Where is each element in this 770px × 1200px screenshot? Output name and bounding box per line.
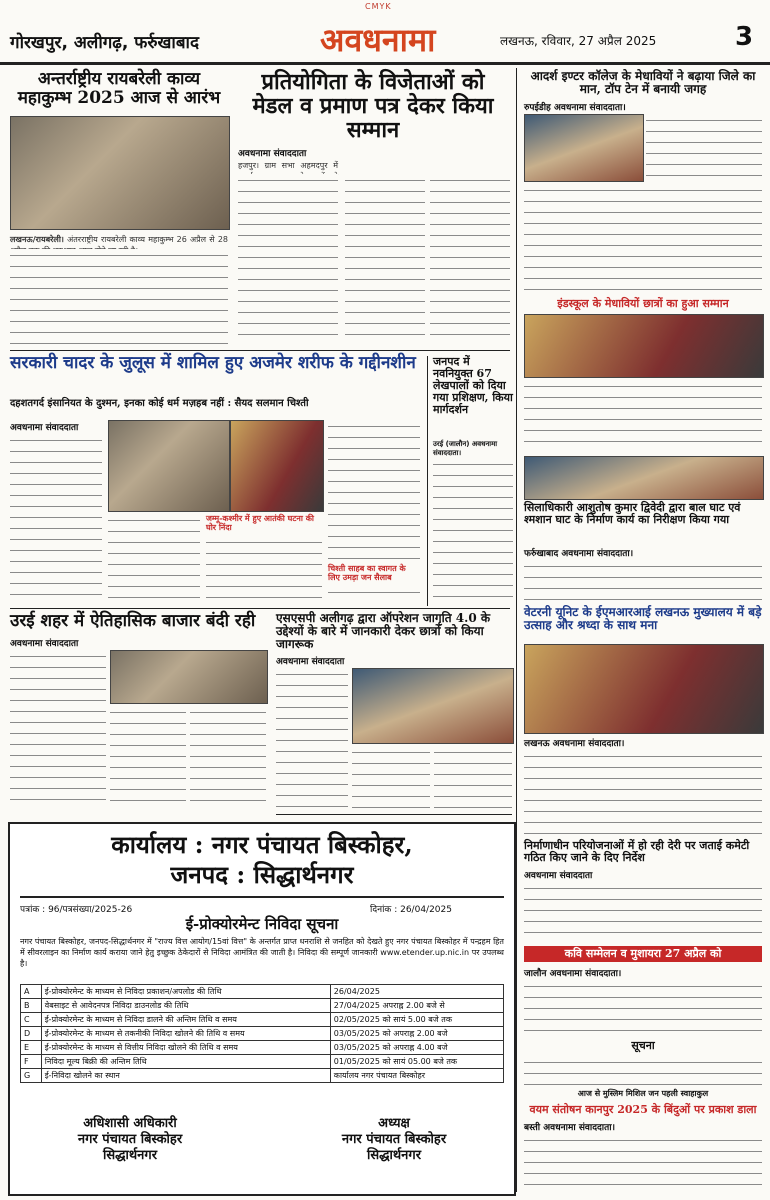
tender-row-value: 03/05/2025 को अपराह्न 2.00 बजे [330,1027,503,1041]
tender-row-value: 01/05/2025 को सायं 05.00 बजे तक [330,1055,503,1069]
page-number: 3 [735,22,754,52]
market-byline: अवधनामा संवाददाता [10,639,79,649]
veteran-photo [524,644,764,734]
kavi-byline: जालौन अवधनामा संवाददाता। [524,969,622,979]
students-photo [524,314,764,378]
census-body [433,458,513,604]
vayam-body [524,1134,762,1192]
college-headline: आदर्श इण्टर कॉलेज के मेधावियों ने बढ़ाया जिले का मान, टॉप टेन में बनायी जगह [530,69,756,97]
tender-row-item: ई-प्रोक्योरमेन्ट के माध्यम से निविदा डालने की अन्तिम तिथि व समय [41,1013,330,1027]
tender-patrank: पत्रांक : 96/पत्रसंख्या/2025-26 [20,905,133,915]
procession-subheadline: दहशतगर्द इंसानियत के दुश्मन, इनका कोई धर्म मज़हब नहीं : सैयद सलमान चिश्ती [10,398,309,409]
tender-notice [8,822,516,1196]
silighat-headline: सिलाधिकारी आशुतोष कुमार द्विवेदी द्वारा बाल घाट एवं श्मशान घाट के निर्माण कार्य का निरीक्षण किया गया [524,501,741,527]
tender-table [20,984,504,1083]
sig-left-title: अधिशासी अधिकारी [83,1116,177,1131]
tender-dinank: दिनांक : 26/04/2025 [370,905,452,915]
tender-row-sn: E [21,1041,42,1055]
kavi-body [524,980,762,1036]
ssp-headline: एसएसपी अलीगढ़ द्वारा ऑपरेशन जागृति 4.0 के उद्देश्यों के बारे में जानकारी देकर छात्रों को किया जागरूक [276,611,491,652]
ssp-photo [352,668,514,744]
construction-headline: निर्माणाधीन परियोजनाओं में हो रही देरी पर जताई कमेटी गठित किए जाने के दिए निर्देश [524,839,750,865]
procession-body-col4b [328,586,420,602]
tender-table-row [21,985,504,999]
tender-district: जनपद : सिद्धार्थनगर [170,860,354,889]
column-divider-2 [427,356,428,606]
kumbh-body [10,249,228,345]
veteran-body [524,750,762,834]
procession-body-col3 [206,536,322,602]
tender-row-item: वेबसाइट से आवेदनपत्र निविदा डाउनलोड की तिथि [41,999,330,1013]
silighat-byline: फर्रुखाबाद अवधनामा संवाददाता। [524,549,634,559]
procession-byline: अवधनामा संवाददाता [10,423,79,433]
construction-body [524,882,762,940]
sig-right-place: सिद्धार्थनगर [366,1148,422,1163]
tender-row-sn: G [21,1069,42,1083]
section-rule-2 [10,608,510,609]
kumbh-headline: अन्तर्राष्ट्रीय रायबरेली काव्य महाकुम्भ 2025 आज से आरंभ [17,69,221,108]
procession-callout: जम्मू-कश्मीर में हुए आतंकी घटना की घोर निंदा [206,513,314,532]
tender-row-value: 27/04/2025 अपराह्न 2.00 बजे से [330,999,503,1013]
tender-row-item: ई-प्रोक्योरमेन्ट के माध्यम से तकनीकी निविदा खोलने की तिथि व समय [41,1027,330,1041]
tender-row-sn: C [21,1013,42,1027]
tender-row-item: ई-निविदा खोलने का स्थान [41,1069,330,1083]
newspaper-logo: अवधनामा [320,21,436,59]
tender-row-sn: A [21,985,42,999]
market-body-col1 [10,650,106,810]
suchna-footer: आज से मुस्लिम मिशिल जन पहली स्वाहाकुल [577,1089,709,1098]
sig-right-title: अध्यक्ष [378,1116,410,1131]
tender-body: नगर पंचायत बिस्कोहर, जनपद-सिद्धार्थनगर में "राज्य वित्त आयोग/15वां वित्त" के अन्तर्गत प्राप्त धनराशि से जनहित को देखते हुए नगर पंचायत बिस्कोहर में पन्द्रहम हित में सीवरलाइन का निर्माण कार्य कराया जाने हेतु इच्छुक ठेकेदारों से निविदा आमंत्रित की जाती है। निविदा की सम्पूर्ण जानकारी www.etender.up.nic.in पर उपलब्ध है। [20,937,504,968]
tender-table-row [21,1069,504,1083]
college-body-top [646,114,762,180]
silighat-photo [524,456,764,500]
students-body [524,380,762,450]
ssp-body-col1 [276,668,348,810]
sig-right-org: नगर पंचायत बिस्कोहर [341,1132,447,1147]
silighat-body [524,560,762,602]
tender-signature-left [20,1116,240,1164]
tender-row-item: ई-प्रोक्योरमेन्ट के माध्यम से निविदा प्रकाशन/अपलोड की तिथि [41,985,330,999]
kumbh-lead-text: अंतरराष्ट्रीय रायबरेली काव्य महाकुम्भ 26 अप्रैल से 28 [67,235,228,244]
tender-table-row [21,1055,504,1069]
tender-row-item: निविदा मूल्य बिक्री की अन्तिम तिथि [41,1055,330,1069]
tender-office: कार्यालय : नगर पंचायत बिस्कोहर, [111,830,413,859]
tender-row-sn: B [21,999,42,1013]
medal-body-col1 [238,174,338,339]
procession-body-col4 [328,420,420,560]
medal-body-col3 [430,174,510,339]
vayam-headline: वयम संतोषन कानपुर 2025 के बिंदुओं पर प्रकाश डाला [529,1103,757,1116]
tender-row-item: ई-प्रोक्योरमेन्ट के माध्यम से वित्तीय निविदा खोलने की तिथि व समय [41,1041,330,1055]
tender-row-sn: D [21,1027,42,1041]
tender-row-value: कार्यालय नगर पंचायत बिस्कोहर [330,1069,503,1083]
veteran-headline: वेटरनी यूनिट के ईएमआरआई लखनऊ मुख्यालय में बड़े उत्साह और श्रध्दा के साथ मना [524,605,762,633]
cmyk-marker: CMYK [365,2,392,11]
sig-left-place: सिद्धार्थनगर [102,1148,158,1163]
tender-signature-right [284,1116,504,1164]
construction-byline: अवधनामा संवाददाता [524,871,593,881]
medal-body-col2 [345,174,425,339]
market-body-col3 [190,706,266,810]
market-body-col2 [110,706,186,810]
section-rule [10,350,510,351]
medal-byline: अवधनामा संवाददाता [238,149,307,159]
tender-table-row [21,1041,504,1055]
ssp-body-col2 [352,746,430,810]
college-photo [524,114,644,182]
tender-row-sn: F [21,1055,42,1069]
dateline: लखनऊ, रविवार, 27 अप्रैल 2025 [500,34,657,48]
column-divider [516,68,517,1192]
college-subheadline: इंडस्कूल के मेधावियों छात्रों का हुआ सम्मान [557,297,729,310]
kumbh-photo [10,116,230,230]
market-headline: उरई शहर में ऐतिहासिक बाजार बंदी रही [10,611,256,631]
college-byline: रुपईडीह अवधनामा संवाददाता। [524,103,626,113]
procession-body-col2 [108,514,200,602]
procession-body-col1 [10,434,102,602]
procession-photo-2 [230,420,324,512]
suchna-body [524,1056,762,1086]
procession-photo-1 [108,420,230,512]
veteran-byline: लखनऊ अवधनामा संवाददाता। [524,739,625,749]
college-body [524,184,762,294]
masthead [0,14,770,65]
tender-row-value: 26/04/2025 [330,985,503,999]
census-byline: उरई (जालौन) अवधनामा संवाददाता। [433,440,498,457]
procession-callout-2: चिश्ती साहब का स्वागत के लिए उमड़ा जन सैलाब [328,563,406,582]
tender-table-row [21,1013,504,1027]
edition-cities: गोरखपुर, अलीगढ़, फर्रुखाबाद [10,33,199,53]
suchna-headline: सूचना [631,1039,655,1052]
sig-left-org: नगर पंचायत बिस्कोहर [77,1132,183,1147]
vayam-byline: बस्ती अवधनामा संवाददाता। [524,1123,616,1133]
tender-table-row [21,999,504,1013]
medal-lead: हजपुर। ग्राम सभा अहमदपुर में [238,161,338,170]
market-photo [110,650,268,704]
census-headline: जनपद में नवनियुक्त 67 लेखपालों को दिया गया प्रशिक्षण, किया मार्गदर्शन [433,355,513,417]
kavi-headline: कवि सम्मेलन व मुशायरा 27 अप्रैल को [524,946,762,962]
ssp-byline: अवधनामा संवाददाता [276,657,345,667]
tender-table-wrap [20,984,504,1083]
tender-rule [20,896,504,898]
section-rule-3 [276,814,512,815]
ssp-body-col3 [434,746,512,810]
tender-row-value: 02/05/2025 को सायं 5.00 बजे तक [330,1013,503,1027]
medal-headline: प्रतियोगिता के विजेताओं को मेडल व प्रमाण पत्र देकर किया सम्मान [252,69,494,144]
kumbh-lead [10,234,228,245]
tender-row-value: 03/05/2025 को अपराह्न 4.00 बजे [330,1041,503,1055]
kumbh-byline: लखनऊ/रायबरेली। [10,235,64,244]
tender-title: ई-प्रोक्योरमेन्ट निविदा सूचना [185,915,339,933]
procession-headline: सरकारी चादर के जुलूस में शामिल हुए अजमेर शरीफ के गद्दीनशीन [10,353,416,373]
tender-table-row [21,1027,504,1041]
